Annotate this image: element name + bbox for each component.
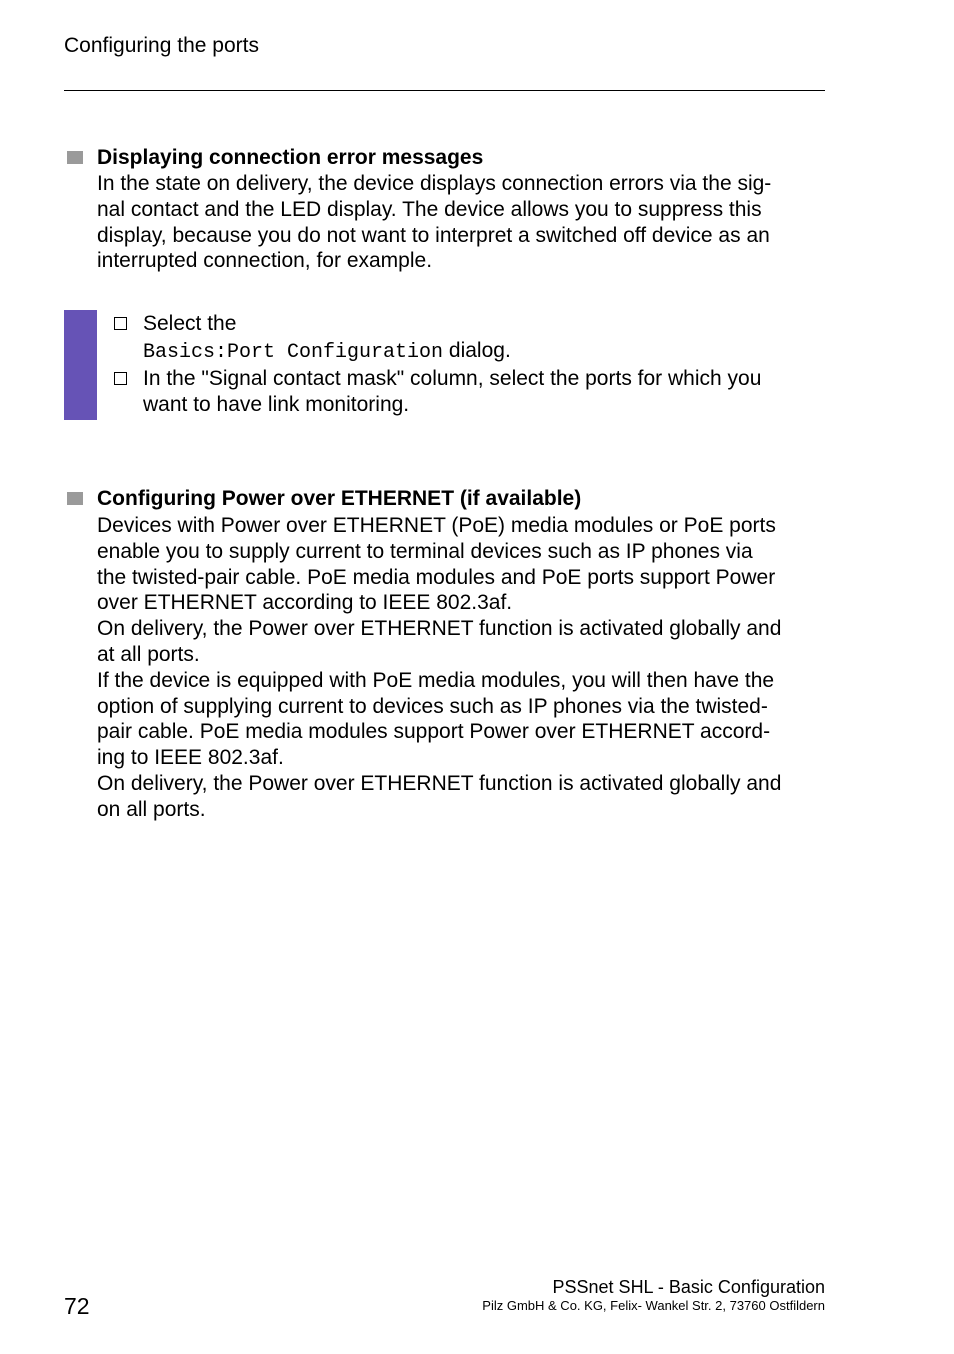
section-bullet-icon	[67, 151, 83, 164]
paragraph-line: display, because you do not want to interpret a switched off device as an	[97, 223, 770, 247]
step-1-text: Select the	[143, 312, 237, 335]
paragraph-line: at all ports.	[97, 642, 200, 666]
section-body-connection-errors	[97, 171, 827, 274]
dialog-path: Basics:Port Configuration	[143, 341, 444, 364]
paragraph-line: Devices with Power over ETHERNET (PoE) media modules or PoE ports	[97, 514, 776, 537]
step-2-text-line: want to have link monitoring.	[143, 393, 410, 416]
paragraph-line: nal contact and the LED display. The device allows you to suppress this	[97, 197, 762, 221]
paragraph-line: ing to IEEE 802.3af.	[97, 746, 284, 770]
section-heading-poe: Configuring Power over ETHERNET (if available)	[97, 487, 582, 510]
paragraph-line: interrupted connection, for example.	[97, 249, 433, 273]
paragraph-line: on all ports.	[97, 797, 206, 821]
step-1-dialog-line	[143, 338, 511, 366]
section-bullet-icon	[67, 492, 83, 505]
step-checkbox-icon	[114, 372, 127, 385]
step-1-suffix: dialog.	[448, 339, 511, 362]
paragraph-line: If the device is equipped with PoE media modules, you will then have the	[97, 668, 775, 692]
step-2-text-line: In the "Signal contact mask" column, select the ports for which you	[143, 367, 762, 390]
paragraph-line: enable you to supply current to terminal devices such as IP phones via	[97, 539, 753, 563]
action-marker-bar	[64, 310, 97, 420]
running-header: Configuring the ports	[64, 34, 259, 57]
step-checkbox-icon	[114, 317, 127, 330]
section-heading-connection-errors: Displaying connection error messages	[97, 146, 484, 169]
footer-document-title: PSSnet SHL - Basic Configuration	[552, 1277, 825, 1297]
footer-address: Pilz GmbH & Co. KG, Felix- Wankel Str. 2, 73760 Ostfildern	[482, 1298, 825, 1313]
paragraph-line: On delivery, the Power over ETHERNET function is activated globally and	[97, 617, 782, 641]
section-body-poe	[97, 513, 827, 823]
paragraph-line: In the state on delivery, the device displays connection errors via the sig-	[97, 172, 772, 195]
paragraph-line: over ETHERNET according to IEEE 802.3af.	[97, 591, 513, 615]
paragraph-line: the twisted-pair cable. PoE media modules and PoE ports support Power	[97, 565, 776, 589]
paragraph-line: option of supplying current to devices such as IP phones via the twisted-	[97, 694, 768, 718]
paragraph-line: On delivery, the Power over ETHERNET function is activated globally and	[97, 771, 782, 795]
page-number: 72	[64, 1293, 90, 1319]
header-divider	[64, 90, 825, 91]
paragraph-line: pair cable. PoE media modules support Power over ETHERNET accord-	[97, 720, 771, 744]
